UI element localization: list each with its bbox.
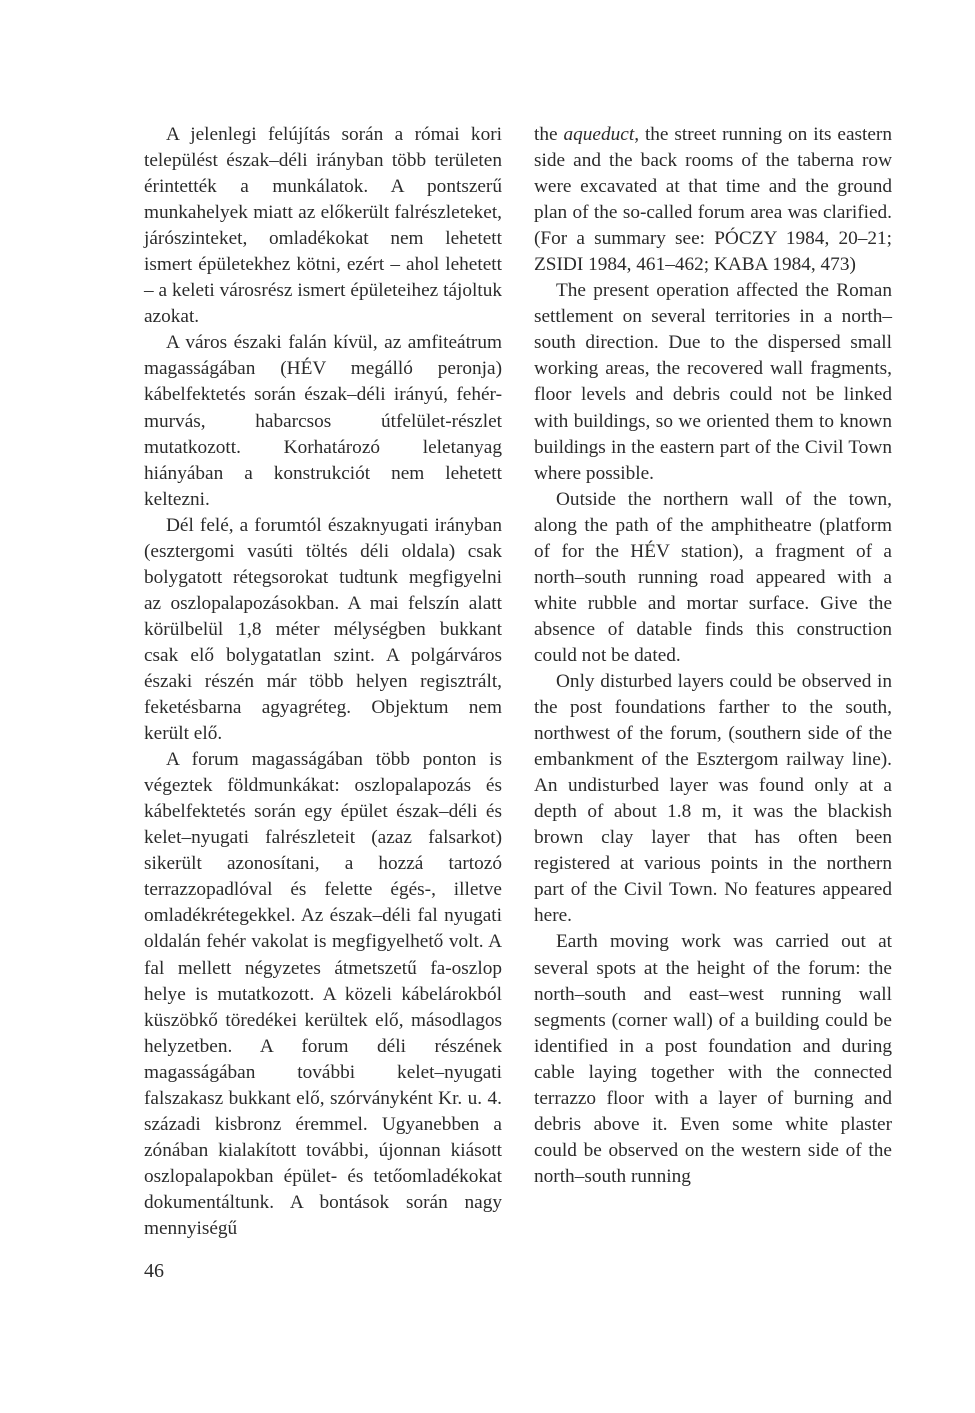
paragraph: Dél felé, a forumtól északnyugati irányban (esztergomi vasúti töltés déli oldala) csak bolygatott rétegsorokat tudtunk megfigyelni az oszlopalapozásokban. A mai felszín alatt körülbelül 1,8 méter mélységben bukkant csak elő bolygatatlan szint. A polgárváros északi részén már több helyen regisztrált, feketésbarna agyagréteg. Objektum nem került elő. [144, 514, 502, 745]
paragraph: Outside the northern wall of the town, along the path of the amphitheatre (platform of for the HÉV station), a fragment of a north–south running road appeared with a white rubble and mortar surface. Give the absence of datable finds this construction could not be dated. [534, 488, 892, 666]
page-number: 46 [144, 1260, 164, 1282]
paragraph: Only disturbed layers could be observed in the post foundations farther to the south, northwest of the forum, (southern side of the embankment of the Esztergom railway line). An undisturbed layer was found only at a depth of about 1.8 m, it was the blackish brown clay layer that has often been registered at various points in the northern part of the Civil Town. No features appeared here. [534, 670, 892, 927]
paragraph: A jelenlegi felújítás során a római kori települést észak–déli irányban több területen érintették a munkálatok. A pontszerű munkahelyek miatt az előkerült falrészleteket, járószinteket, omladékokat nem lehetett ismert épületekhez kötni, ezért – ahol lehetett – a keleti városrész ismert épületeihez tájoltuk azokat. [144, 124, 502, 328]
opening-prefix: the [534, 124, 564, 145]
opening-rest: , the street running on its eastern side and the back rooms of the taberna row were excavated at that time and the ground plan of the so-called forum area was clarified. (For a summary see: PÓCZY 1984, 20–21; ZSIDI 1984, 461–462; KABA 1984, 473) [534, 124, 892, 276]
italic-term: aqueduct [563, 124, 635, 145]
paragraph: A város északi falán kívül, az amfiteátrum magasságában (HÉV megálló peronja) kábelfektetés során észak–déli irányú, fehér-murvás, habarcsos útfelület-részlet mutatkozott. Korhatározó leletanyag hiányában a konstrukciót nem lehetett keltezni. [144, 332, 502, 510]
paragraph: Earth moving work was carried out at several spots at the height of the forum: the north–south and east–west running wall segments (corner wall) of a building could be identified in a post foundation and during cable laying together with the connected terrazzo floor with a layer of burning and debris above it. Even some white plaster could be observed on the western side of the north–south running [534, 931, 892, 1187]
paragraph-continued [534, 122, 892, 278]
right-column-english-text [534, 122, 892, 1190]
left-column-hungarian-text [144, 122, 502, 1242]
paragraph: The present operation affected the Roman settlement on several territories in a north–south direction. Due to the dispersed small working areas, the recovered wall fragments, floor levels and debris could not be linked with buildings, so we oriented them to known buildings in the eastern part of the Civil Town where possible. [534, 280, 892, 484]
paragraph: A forum magasságában több ponton is végeztek földmunkákat: oszlopalapozás és kábelfektetés során egy épület észak–déli és kelet–nyugati falrészleteit (azaz falsarkot) sikerült azonosítani, a hozzá tartozó terrazzopadlóval és felette égés-, illetve omladékrétegekkel. Az észak–déli fal nyugati oldalán fehér vakolat is megfigyelhető volt. A fal mellett négyzetes átmetszetű fa-oszlop helye is mutatkozott. A közeli kábelárokból küszöbkő töredékei kerültek elő, másodlagos helyzetben. A forum déli részének magasságában további kelet–nyugati falszakasz bukkant elő, szórványként Kr. u. 4. századi kisbronz éremmel. Ugyanebben a zónában kialakított további, újonnan kiásott oszlopalapokban épület- és tetőomladékokat dokumentáltunk. A bontások során nagy mennyiségű [144, 749, 502, 1239]
